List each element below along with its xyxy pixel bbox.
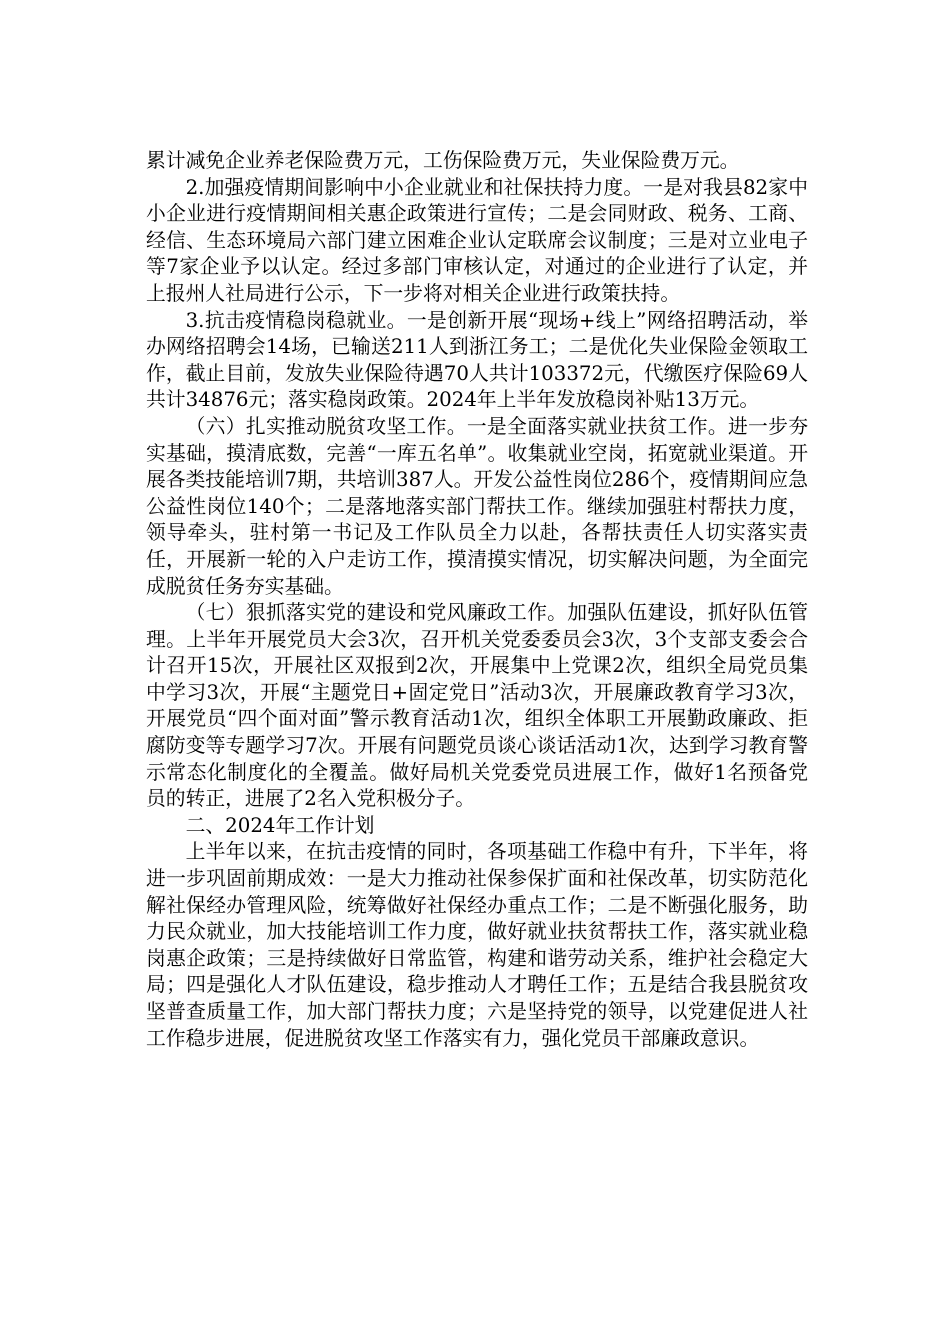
paragraph-section-7: （七）狠抓落实党的建设和党风廉政工作。加强队伍建设，抓好队伍管理。上半年开展党员大会3次，召开机关党委委员会3次，3个支部支委会合计召开15次，开展社区双报到2次，开展集中上党课2次，组织全局党员集中学习3次，开展“主题党日+固定党日”活动3次，开展廉政教育学习3次，开展党员“四个面对面”警示教育活动1次，组织全体职工开展勤政廉政、拒腐防变等专题学习7次。开展有问题党员谈心谈话活动1次，达到学习教育警示常态化制度化的全覆盖。做好局机关党委党员进展工作，做好1名预备党员的转正，进展了2名入党积极分子。: [146, 601, 808, 811]
paragraph-carryover: 累计减免企业养老保险费万元，工伤保险费万元，失业保险费万元。: [146, 149, 740, 172]
paragraph-section-6: （六）扎实推动脱贫攻坚工作。一是全面落实就业扶贫工作。进一步夯实基础，摸清底数，完善“一库五名单”。收集就业空岗，拓宽就业渠道。开展各类技能培训7期，共培训387人。开发公益性岗位286个，疫情期间应急公益性岗位140个；二是落地落实部门帮扶工作。继续加强驻村帮扶力度，领导牵头，驻村第一书记及工作队员全力以赴，各帮扶责任人切实落实责任，开展新一轮的入户走访工作，摸清摸实情况，切实解决问题，为全面完成脱贫任务夯实基础。: [146, 414, 808, 598]
section-heading-plan: 二、2024年工作计划: [185, 813, 375, 837]
paragraph-item-3: 3.抗击疫情稳岗稳就业。一是创新开展“现场+线上”网络招聘活动，举办网络招聘会14场，已输送211人到浙江务工；二是优化失业保险金领取工作，截止目前，发放失业保险待遇70人共计103372元，代缴医疗保险69人共计34876元；落实稳岗政策。2024年上半年发放稳岗补贴13万元。: [146, 308, 808, 412]
paragraph-plan: 上半年以来，在抗击疫情的同时，各项基础工作稳中有升，下半年，将进一步巩固前期成效：一是大力推动社保参保扩面和社保改革，切实防范化解社保经办管理风险，统筹做好社保经办重点工作；二是不断强化服务，助力民众就业，加大技能培训工作力度，做好就业扶贫帮扶工作，落实就业稳岗惠企政策；三是持续做好日常监管，构建和谐劳动关系，维护社会稳定大局；四是强化人才队伍建设，稳步推动人才聘任工作；五是结合我县脱贫攻坚普查质量工作，加大部门帮扶力度；六是坚持党的领导，以党建促进人社工作稳步进展，促进脱贫攻坚工作落实有力，强化党员干部廉政意识。: [146, 840, 808, 1050]
paragraph-item-2: 2.加强疫情期间影响中小企业就业和社保扶持力度。一是对我县82家中小企业进行疫情期间相关惠企政策进行宣传；二是会同财政、税务、工商、经信、生态环境局六部门建立困难企业认定联席会议制度；三是对立业电子等7家企业予以认定。经过多部门审核认定，对通过的企业进行了认定，并上报州人社局进行公示，下一步将对相关企业进行政策扶持。: [146, 175, 808, 305]
document-page: [146, 148, 808, 1052]
